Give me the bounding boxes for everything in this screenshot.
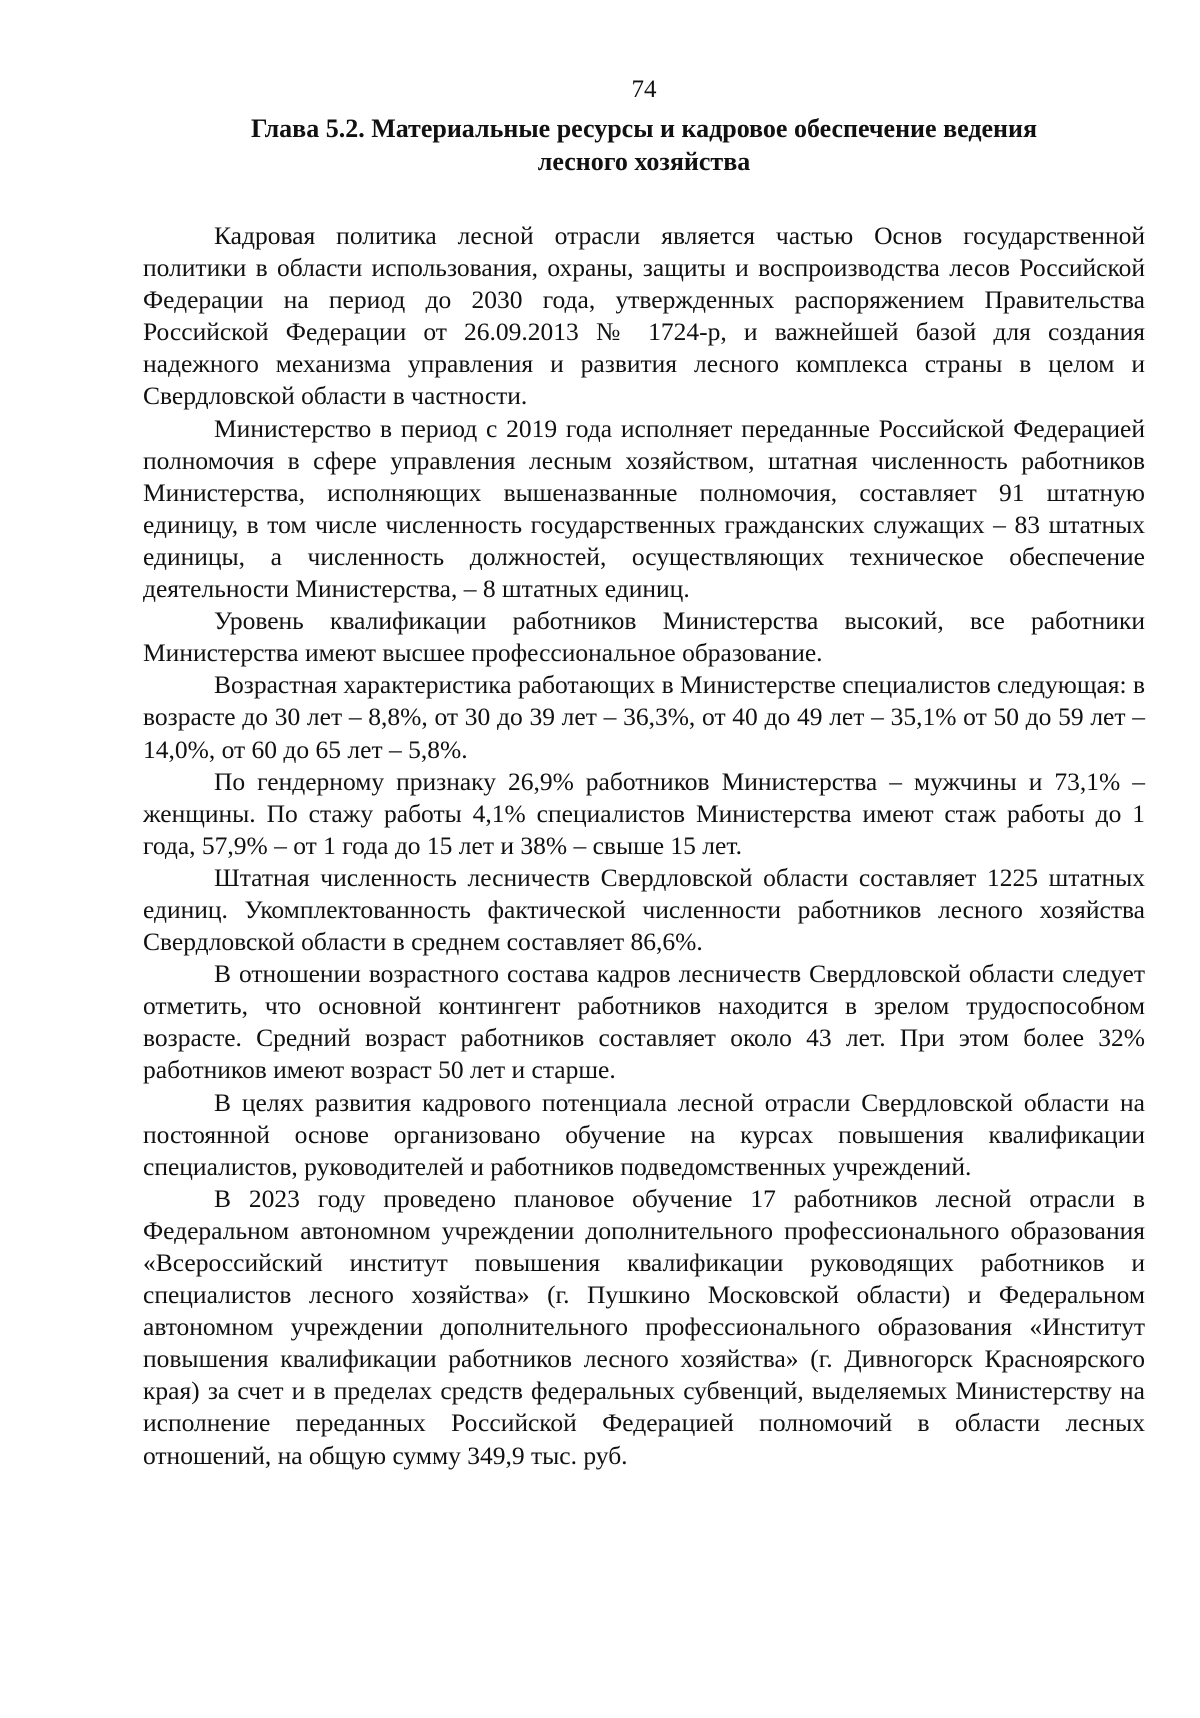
paragraph: Возрастная характеристика работающих в Министерстве специалистов следующая: в возрасте до 30 лет – 8,8%, от 30 до 39 лет – 36,3%, от 40 до 49 лет – 35,1% от 50 до 59 лет – 14,0%, от 60 до 65 лет – 5,8%. [143, 670, 1145, 764]
chapter-title-line-1: Глава 5.2. Материальные ресурсы и кадровое обеспечение ведения [250, 114, 1038, 143]
paragraph: Штатная численность лесничеств Свердловской области составляет 1225 штатных единиц. Укомплектованность фактической численности работников лесного хозяйства Свердловской области в среднем составляет 86,6%. [143, 862, 1145, 957]
chapter-title-line-2: лесного хозяйства [537, 147, 751, 176]
paragraph: Уровень квалификации работников Министерства высокий, все работники Министерства имеют высшее профессиональное образование. [143, 606, 1145, 668]
paragraph: Министерство в период с 2019 года исполняет переданные Российской Федерацией полномочия в сфере управления лесным хозяйством, штатная численность работников Министерства, исполняющих вышеназванные полномочия, составляет 91 штатную единицу, в том числе численность государственных гражданских служащих – 83 штатных единицы, а численность должностей, осуществляющих техническое обеспечение деятельности Министерства, – 8 штатных единиц. [143, 413, 1145, 604]
page-number: 74 [631, 76, 657, 103]
paragraph: По гендерному признаку 26,9% работников Министерства – мужчины и 73,1% – женщины. По стажу работы 4,1% специалистов Министерства имеют стаж работы до 1 года, 57,9% – от 1 года до 15 лет и 38% – свыше 15 лет. [143, 766, 1145, 860]
paragraph: В отношении возрастного состава кадров лесничеств Свердловской области следует отметить, что основной контингент работников находится в зрелом трудоспособном возрасте. Средний возраст работников составляет около 43 лет. При этом более 32% работников имеют возраст 50 лет и старше. [143, 959, 1145, 1085]
paragraph: В целях развития кадрового потенциала лесной отрасли Свердловской области на постоянной основе организовано обучение на курсах повышения квалификации специалистов, руководителей и работников подведомственных учреждений. [143, 1087, 1145, 1181]
paragraph: В 2023 году проведено плановое обучение 17 работников лесной отрасли в Федеральном автономном учреждении дополнительного профессионального образования «Всероссийский институт повышения квалификации руководящих работников и специалистов лесного хозяйства» (г. Пушкино Московской области) и Федеральном автономном учреждении дополнительного профессионального образования «Институт повышения квалификации работников лесного хозяйства» (г. Дивногорск Красноярского края) за счет и в пределах средств федеральных субвенций, выделяемых Министерству на исполнение переданных Российской Федерацией полномочий в области лесных отношений, на общую сумму 349,9 тыс. руб. [143, 1183, 1145, 1470]
paragraph: Кадровая политика лесной отрасли является частью Основ государственной политики в области использования, охраны, защиты и воспроизводства лесов Российской Федерации на период до 2030 года, утвержденных распоряжением Правительства Российской Федерации от 26.09.2013 № 1724-р, и важнейшей базой для создания надежного механизма управления и развития лесного комплекса страны в целом и Свердловской области в частности. [143, 221, 1145, 411]
document-page [143, 72, 1145, 1472]
chapter-title [143, 112, 1145, 178]
body-text [143, 220, 1145, 1472]
